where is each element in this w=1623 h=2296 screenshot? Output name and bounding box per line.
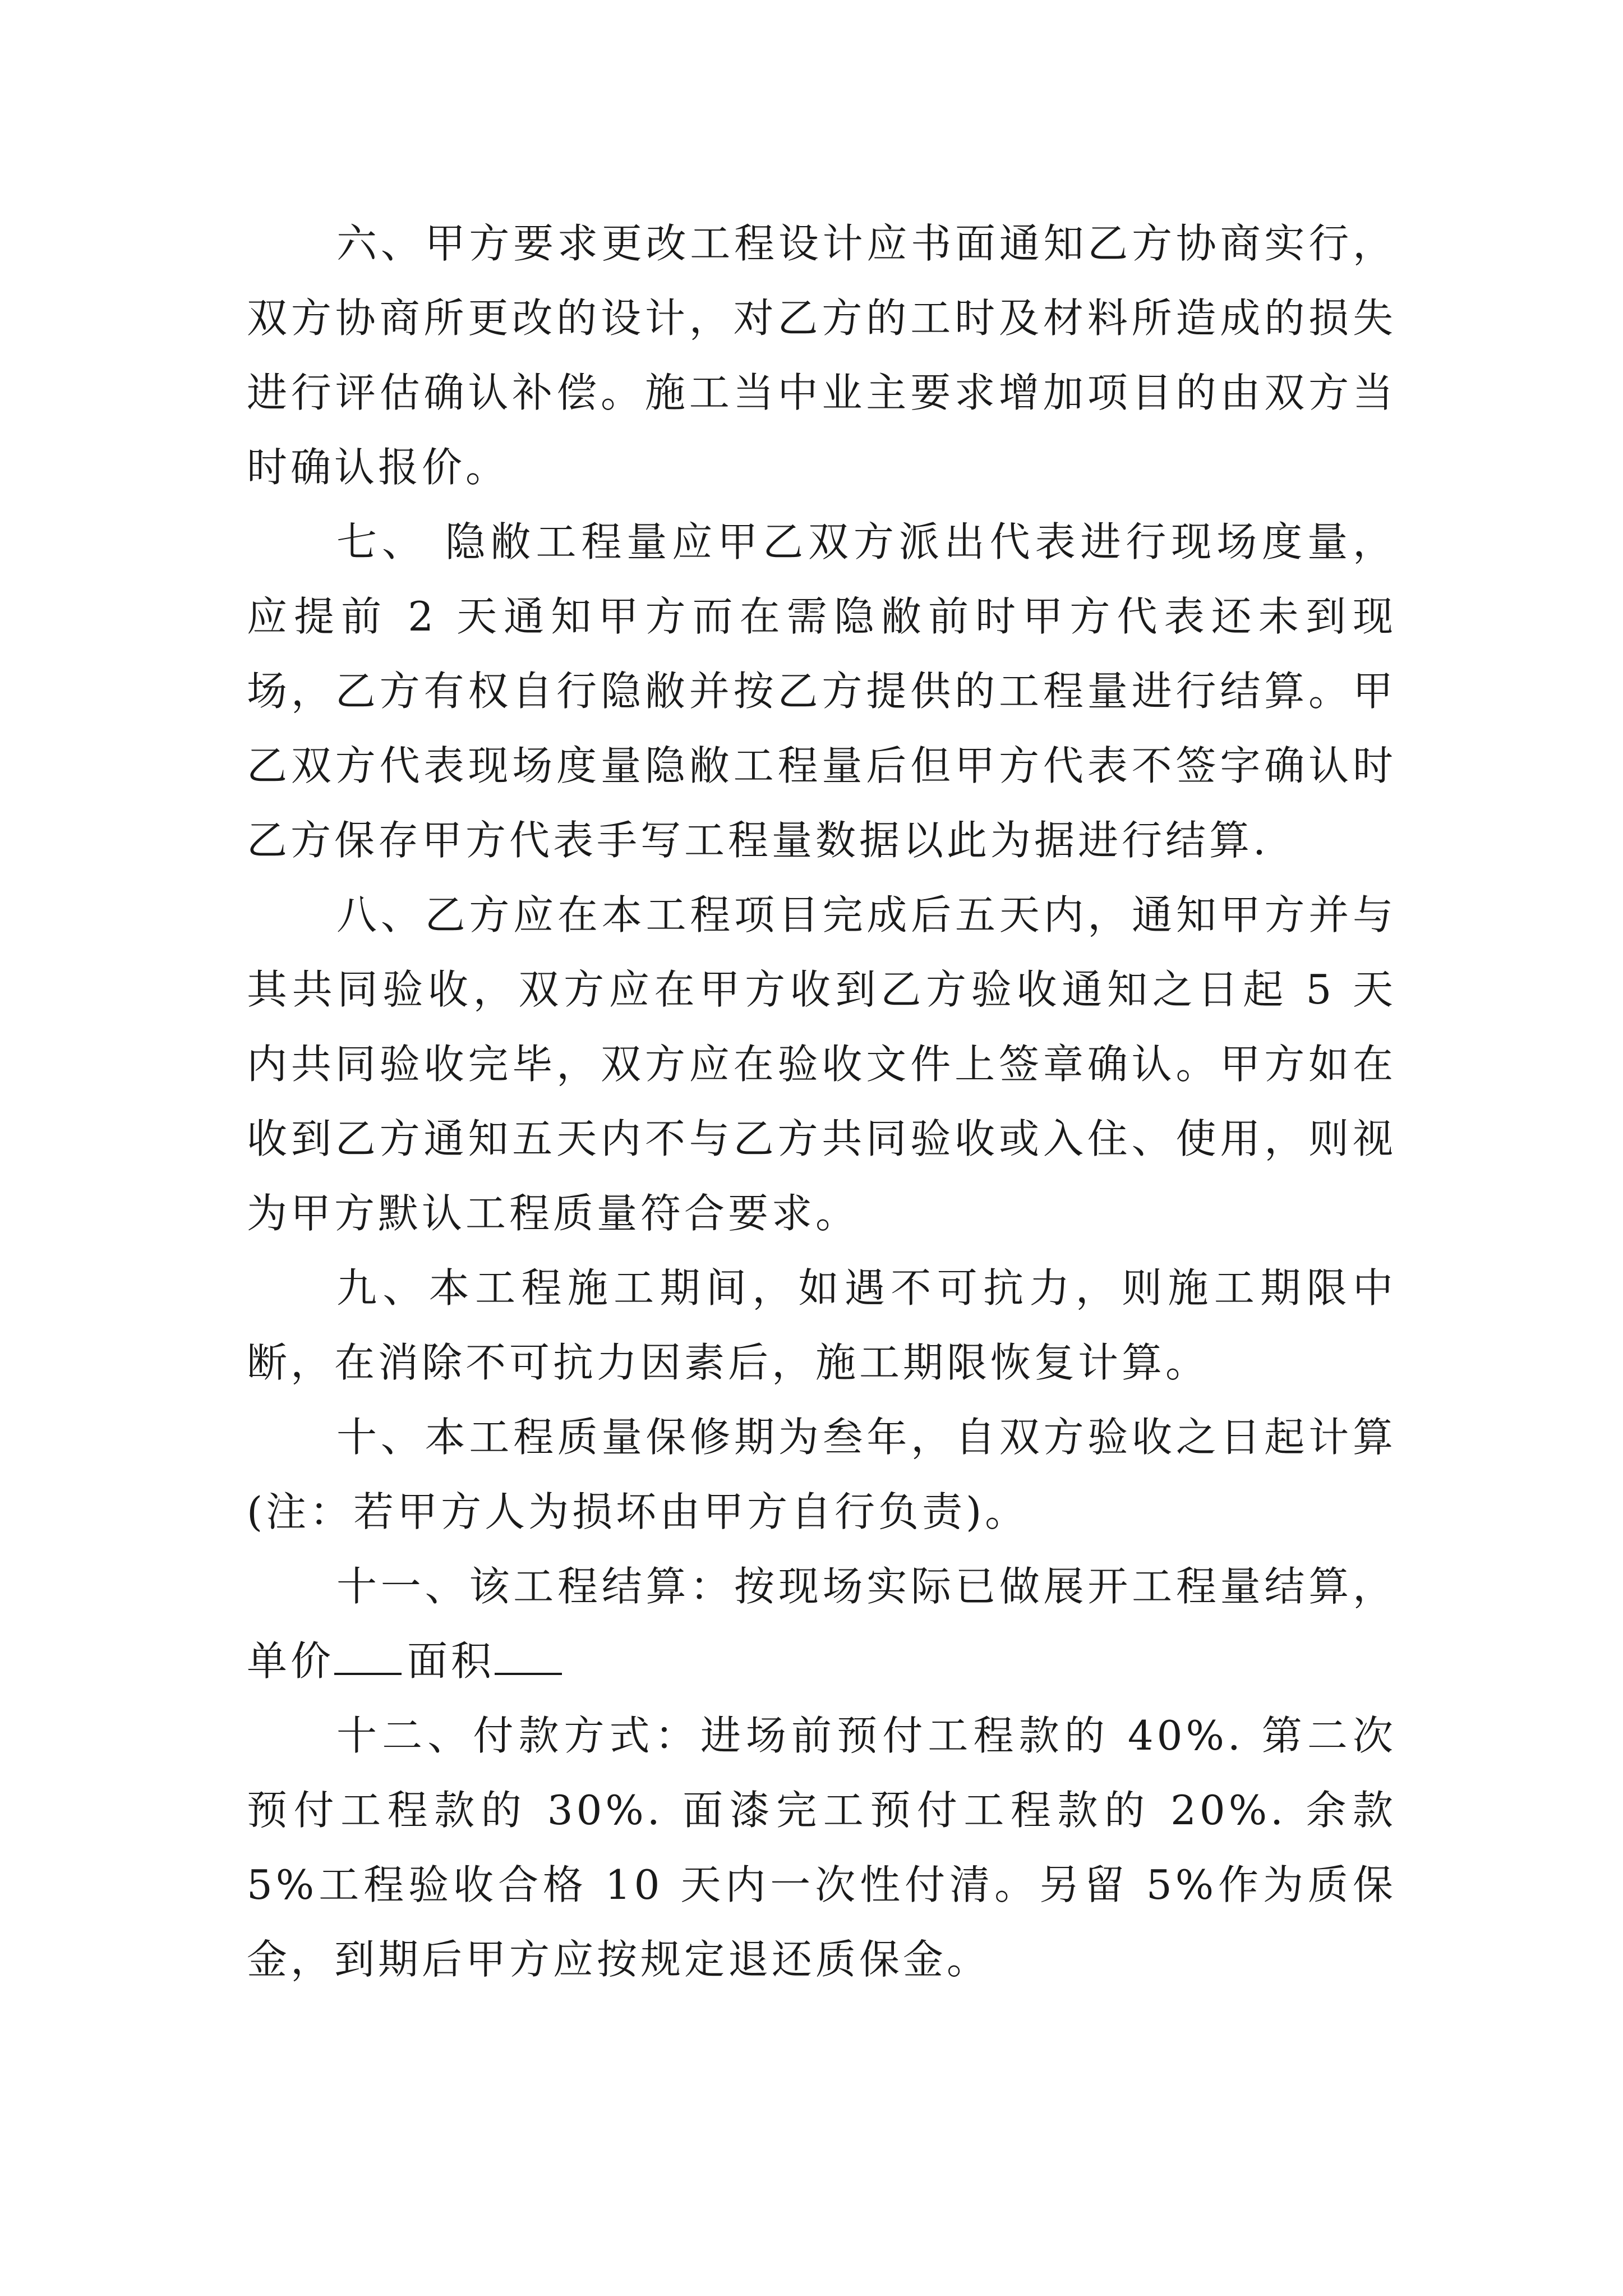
area-label: 面积 — [407, 1637, 495, 1685]
clause-9: 九、本工程施工期间，如遇不可抗力，则施工期限中断，在消除不可抗力因素后，施工期限恢复计算。 — [247, 1264, 1396, 1386]
clause-12: 十二、付款方式：进场前预付工程款的 40%. 第二次预付工程款的 30%. 面漆完工预付工程款的 20%. 余款 5%工程验收合格 10 天内一次性付清。另留 5%作为质保金，到期后甲方应按规定退还质保金。 — [247, 1712, 1396, 1983]
clause-7: 七、 隐敝工程量应甲乙双方派出代表进行现场度量，应提前 2 天通知甲方而在需隐敝前时甲方代表还未到现场，乙方有权自行隐敝并按乙方提供的工程量进行结算。甲乙双方代表现场度量隐敝工程量后但甲方代表不签字确认时乙方保存甲方代表手写工程量数据以此为据进行结算. — [247, 518, 1396, 864]
unit-price-blank — [334, 1639, 402, 1675]
area-blank — [495, 1639, 562, 1675]
clause-11 — [247, 1549, 1396, 1699]
document-body — [247, 206, 1396, 1997]
clause-11-text: 十一、该工程结算：按现场实际已做展开工程量结算， — [336, 1563, 1396, 1610]
unit-price-label: 单价 — [247, 1637, 335, 1685]
clause-8: 八、乙方应在本工程项目完成后五天内，通知甲方并与其共同验收，双方应在甲方收到乙方验收通知之日起 5 天内共同验收完毕，双方应在验收文件上签章确认。甲方如在收到乙方通知五天内不与乙方共同验收或入住、使用，则视为甲方默认工程质量符合要求。 — [247, 891, 1396, 1237]
clause-6: 六、甲方要求更改工程设计应书面通知乙方协商实行，双方协商所更改的设计，对乙方的工时及材料所造成的损失进行评估确认补偿。施工当中业主要求增加项目的由双方当时确认报价。 — [247, 220, 1396, 491]
clause-10: 十、本工程质量保修期为叁年，自双方验收之日起计算(注：若甲方人为损坏由甲方自行负责)。 — [247, 1414, 1396, 1535]
